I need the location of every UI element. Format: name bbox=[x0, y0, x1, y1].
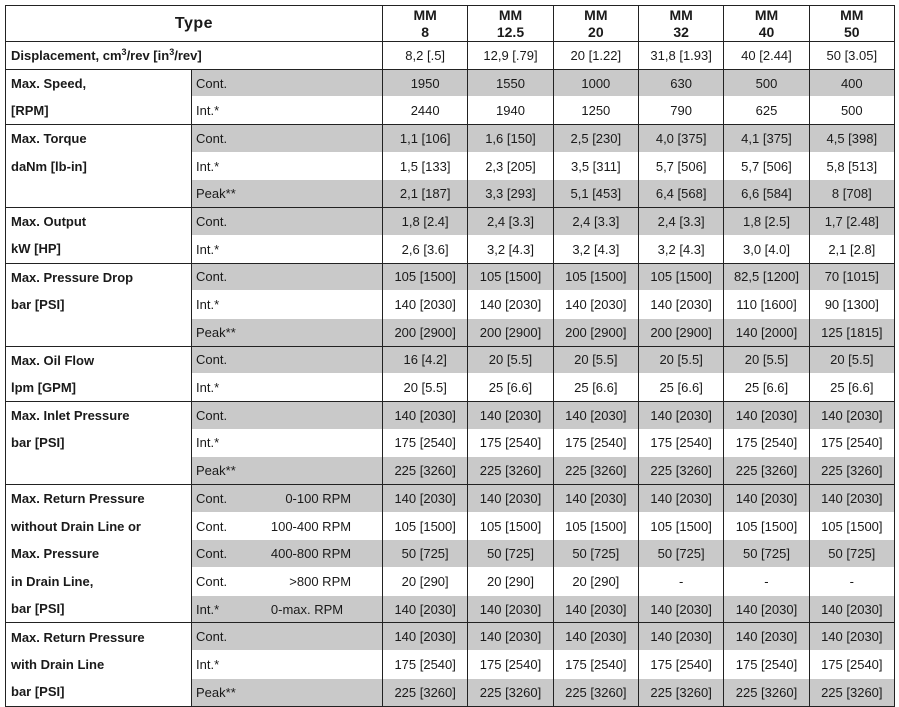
group-label-line: kW [HP] bbox=[6, 235, 192, 263]
table-cell: 2,1 [187] bbox=[383, 180, 468, 208]
spec-table-body bbox=[6, 42, 895, 707]
condition-type: Cont. bbox=[196, 518, 228, 534]
condition-type: Peak** bbox=[196, 684, 236, 700]
table-row bbox=[6, 318, 895, 346]
table-cell: 790 bbox=[638, 97, 723, 125]
model-series: MM bbox=[840, 6, 864, 23]
table-cell: 1550 bbox=[468, 69, 553, 97]
displacement-label-b: /rev [in bbox=[126, 47, 170, 63]
condition-label bbox=[192, 318, 383, 346]
table-cell: 630 bbox=[638, 69, 723, 97]
table-cell: 175 [2540] bbox=[809, 651, 894, 679]
table-cell: 1250 bbox=[553, 97, 638, 125]
table-cell: 105 [1500] bbox=[809, 512, 894, 540]
condition-label bbox=[192, 401, 383, 429]
group-label-line bbox=[6, 180, 192, 208]
condition-label bbox=[192, 595, 383, 623]
table-cell: 90 [1300] bbox=[809, 291, 894, 319]
table-cell: 1,5 [133] bbox=[383, 152, 468, 180]
condition-type: Cont. bbox=[196, 269, 228, 285]
table-cell: 50 [725] bbox=[724, 540, 809, 568]
table-cell: - bbox=[638, 568, 723, 596]
condition-label bbox=[192, 125, 383, 153]
table-cell: 5,7 [506] bbox=[638, 152, 723, 180]
model-series: MM bbox=[413, 6, 437, 23]
table-row bbox=[6, 623, 895, 651]
table-cell: 200 [2900] bbox=[383, 318, 468, 346]
table-row bbox=[6, 208, 895, 236]
group-label-line: bar [PSI] bbox=[6, 595, 192, 623]
table-cell: 105 [1500] bbox=[553, 263, 638, 291]
group-label-line: Max. Oil Flow bbox=[6, 346, 192, 374]
table-cell: - bbox=[809, 568, 894, 596]
table-cell: 8,2 [.5] bbox=[383, 42, 468, 70]
table-cell: 175 [2540] bbox=[553, 429, 638, 457]
table-row bbox=[6, 346, 895, 374]
table-cell: 200 [2900] bbox=[468, 318, 553, 346]
table-cell: 140 [2030] bbox=[383, 401, 468, 429]
table-row bbox=[6, 568, 895, 596]
model-series: MM bbox=[498, 6, 523, 23]
table-row bbox=[6, 678, 895, 706]
table-cell: 140 [2030] bbox=[468, 401, 553, 429]
table-cell: 225 [3260] bbox=[809, 457, 894, 485]
model-size: 20 bbox=[588, 23, 604, 40]
model-size: 50 bbox=[844, 23, 860, 40]
table-cell: 225 [3260] bbox=[468, 678, 553, 706]
table-cell: 140 [2030] bbox=[553, 595, 638, 623]
model-series: MM bbox=[754, 6, 779, 23]
condition-label bbox=[192, 678, 383, 706]
table-cell: 175 [2540] bbox=[553, 651, 638, 679]
table-cell: 105 [1500] bbox=[383, 263, 468, 291]
condition-label bbox=[192, 429, 383, 457]
table-row bbox=[6, 485, 895, 513]
condition-label bbox=[192, 485, 383, 513]
table-row bbox=[6, 512, 895, 540]
table-row bbox=[6, 291, 895, 319]
group-label-line: bar [PSI] bbox=[6, 678, 192, 706]
table-cell: 50 [725] bbox=[638, 540, 723, 568]
model-header bbox=[383, 6, 468, 42]
table-cell: 175 [2540] bbox=[383, 429, 468, 457]
model-header bbox=[553, 6, 638, 42]
condition-type: Int.* bbox=[196, 158, 220, 174]
condition-rpm-range: 0-100 RPM bbox=[285, 490, 352, 506]
superscript: 3 bbox=[121, 46, 127, 57]
table-cell: 140 [2030] bbox=[468, 623, 553, 651]
table-cell: 140 [2030] bbox=[468, 291, 553, 319]
table-cell: 3,3 [293] bbox=[468, 180, 553, 208]
condition-type: Peak** bbox=[196, 186, 236, 202]
table-row bbox=[6, 457, 895, 485]
table-cell: 50 [725] bbox=[468, 540, 553, 568]
table-row bbox=[6, 374, 895, 402]
table-cell: 140 [2030] bbox=[809, 485, 894, 513]
table-cell: 6,4 [568] bbox=[638, 180, 723, 208]
table-cell: 3,0 [4.0] bbox=[724, 235, 809, 263]
table-cell: 25 [6.6] bbox=[468, 374, 553, 402]
table-cell: 105 [1500] bbox=[468, 512, 553, 540]
model-size: 32 bbox=[673, 23, 689, 40]
table-cell: 500 bbox=[809, 97, 894, 125]
condition-label bbox=[192, 291, 383, 319]
table-cell: 140 [2030] bbox=[468, 595, 553, 623]
table-cell: 25 [6.6] bbox=[809, 374, 894, 402]
table-cell: 3,2 [4.3] bbox=[638, 235, 723, 263]
table-cell: 25 [6.6] bbox=[553, 374, 638, 402]
table-cell: 140 [2030] bbox=[553, 401, 638, 429]
table-cell: 225 [3260] bbox=[809, 678, 894, 706]
table-cell: 31,8 [1.93] bbox=[638, 42, 723, 70]
table-cell: 6,6 [584] bbox=[724, 180, 809, 208]
table-cell: 105 [1500] bbox=[724, 512, 809, 540]
table-cell: 25 [6.6] bbox=[724, 374, 809, 402]
table-cell: 175 [2540] bbox=[809, 429, 894, 457]
group-label-line bbox=[6, 318, 192, 346]
table-cell: 500 bbox=[724, 69, 809, 97]
header-row bbox=[6, 6, 895, 42]
table-cell: 140 [2030] bbox=[468, 485, 553, 513]
table-cell: 125 [1815] bbox=[809, 318, 894, 346]
table-cell: 20 [5.5] bbox=[383, 374, 468, 402]
displacement-label bbox=[6, 42, 383, 70]
condition-rpm-range: 0-max. RPM bbox=[270, 601, 344, 617]
condition-label bbox=[192, 180, 383, 208]
table-cell: 1,7 [2.48] bbox=[809, 208, 894, 236]
table-cell: 5,8 [513] bbox=[809, 152, 894, 180]
group-label-line: Max. Pressure Drop bbox=[6, 263, 192, 291]
table-cell: - bbox=[724, 568, 809, 596]
table-cell: 20 [5.5] bbox=[553, 346, 638, 374]
table-cell: 140 [2030] bbox=[638, 595, 723, 623]
table-cell: 105 [1500] bbox=[553, 512, 638, 540]
table-cell: 20 [290] bbox=[468, 568, 553, 596]
condition-label bbox=[192, 69, 383, 97]
table-cell: 50 [725] bbox=[553, 540, 638, 568]
table-cell: 105 [1500] bbox=[638, 263, 723, 291]
table-cell: 40 [2.44] bbox=[724, 42, 809, 70]
table-cell: 2,4 [3.3] bbox=[553, 208, 638, 236]
table-row bbox=[6, 263, 895, 291]
condition-type: Cont. bbox=[196, 213, 228, 229]
group-label-line bbox=[6, 457, 192, 485]
condition-type: Cont. bbox=[196, 629, 228, 645]
table-cell: 20 [290] bbox=[383, 568, 468, 596]
condition-type: Cont. bbox=[196, 573, 228, 589]
table-cell: 3,5 [311] bbox=[553, 152, 638, 180]
table-cell: 225 [3260] bbox=[724, 678, 809, 706]
table-cell: 200 [2900] bbox=[553, 318, 638, 346]
condition-label bbox=[192, 457, 383, 485]
table-cell: 20 [5.5] bbox=[638, 346, 723, 374]
table-cell: 225 [3260] bbox=[383, 457, 468, 485]
condition-label bbox=[192, 623, 383, 651]
condition-rpm-range: 100-400 RPM bbox=[270, 518, 352, 534]
condition-type: Peak** bbox=[196, 463, 236, 479]
condition-type: Int.* bbox=[196, 103, 220, 119]
table-cell: 2,1 [2.8] bbox=[809, 235, 894, 263]
table-cell: 625 bbox=[724, 97, 809, 125]
table-cell: 105 [1500] bbox=[638, 512, 723, 540]
condition-label bbox=[192, 152, 383, 180]
table-cell: 140 [2030] bbox=[383, 595, 468, 623]
group-label-line: lpm [GPM] bbox=[6, 374, 192, 402]
table-cell: 20 [1.22] bbox=[553, 42, 638, 70]
table-cell: 1,6 [150] bbox=[468, 125, 553, 153]
condition-type: Int.* bbox=[196, 435, 220, 451]
table-cell: 140 [2000] bbox=[724, 318, 809, 346]
table-cell: 50 [725] bbox=[809, 540, 894, 568]
table-cell: 140 [2030] bbox=[383, 485, 468, 513]
table-cell: 4,0 [375] bbox=[638, 125, 723, 153]
table-cell: 5,1 [453] bbox=[553, 180, 638, 208]
model-size: 8 bbox=[421, 23, 430, 40]
condition-label bbox=[192, 512, 383, 540]
condition-label bbox=[192, 97, 383, 125]
table-cell: 175 [2540] bbox=[724, 429, 809, 457]
table-row bbox=[6, 69, 895, 97]
condition-rpm-range: >800 RPM bbox=[289, 573, 352, 589]
table-cell: 225 [3260] bbox=[638, 678, 723, 706]
table-cell: 20 [290] bbox=[553, 568, 638, 596]
condition-label bbox=[192, 208, 383, 236]
table-cell: 175 [2540] bbox=[724, 651, 809, 679]
table-cell: 140 [2030] bbox=[809, 623, 894, 651]
group-label-line: Max. Pressure bbox=[6, 540, 192, 568]
condition-type: Cont. bbox=[196, 490, 228, 506]
table-cell: 2440 bbox=[383, 97, 468, 125]
condition-type: Cont. bbox=[196, 75, 228, 91]
table-cell: 105 [1500] bbox=[383, 512, 468, 540]
condition-label bbox=[192, 651, 383, 679]
group-label-line: Max. Speed, bbox=[6, 69, 192, 97]
condition-type: Int.* bbox=[196, 241, 220, 257]
model-header bbox=[724, 6, 809, 42]
group-label-line: without Drain Line or bbox=[6, 512, 192, 540]
condition-type: Int.* bbox=[196, 601, 220, 617]
table-cell: 2,5 [230] bbox=[553, 125, 638, 153]
model-header bbox=[638, 6, 723, 42]
group-label-line: bar [PSI] bbox=[6, 291, 192, 319]
table-cell: 1,8 [2.4] bbox=[383, 208, 468, 236]
table-cell: 140 [2030] bbox=[809, 595, 894, 623]
condition-label bbox=[192, 568, 383, 596]
condition-type: Int.* bbox=[196, 380, 220, 396]
table-cell: 2,3 [205] bbox=[468, 152, 553, 180]
group-label-line: bar [PSI] bbox=[6, 429, 192, 457]
table-cell: 225 [3260] bbox=[468, 457, 553, 485]
table-cell: 140 [2030] bbox=[638, 401, 723, 429]
table-row bbox=[6, 401, 895, 429]
table-cell: 12,9 [.79] bbox=[468, 42, 553, 70]
condition-label bbox=[192, 235, 383, 263]
group-label-line: Max. Return Pressure bbox=[6, 485, 192, 513]
group-label-line: Max. Torque bbox=[6, 125, 192, 153]
table-row bbox=[6, 429, 895, 457]
condition-rpm-range: 400-800 RPM bbox=[270, 546, 352, 562]
table-cell: 50 [3.05] bbox=[809, 42, 894, 70]
table-cell: 16 [4.2] bbox=[383, 346, 468, 374]
table-cell: 175 [2540] bbox=[383, 651, 468, 679]
group-label-line: Max. Return Pressure bbox=[6, 623, 192, 651]
table-cell: 225 [3260] bbox=[638, 457, 723, 485]
table-cell: 140 [2030] bbox=[383, 291, 468, 319]
table-cell: 3,2 [4.3] bbox=[553, 235, 638, 263]
displacement-label-a: Displacement, cm bbox=[11, 47, 122, 63]
table-cell: 1000 bbox=[553, 69, 638, 97]
condition-label bbox=[192, 374, 383, 402]
table-cell: 1940 bbox=[468, 97, 553, 125]
table-cell: 175 [2540] bbox=[468, 429, 553, 457]
condition-type: Int.* bbox=[196, 656, 220, 672]
group-label-line: in Drain Line, bbox=[6, 568, 192, 596]
table-cell: 140 [2030] bbox=[638, 623, 723, 651]
table-cell: 4,5 [398] bbox=[809, 125, 894, 153]
table-row bbox=[6, 235, 895, 263]
model-series: MM bbox=[584, 6, 608, 23]
model-size: 40 bbox=[758, 23, 775, 40]
table-cell: 175 [2540] bbox=[468, 651, 553, 679]
table-cell: 1,1 [106] bbox=[383, 125, 468, 153]
type-header: Type bbox=[6, 6, 383, 42]
spec-table bbox=[5, 5, 895, 707]
condition-type: Peak** bbox=[196, 324, 236, 340]
condition-type: Cont. bbox=[196, 352, 228, 368]
table-cell: 225 [3260] bbox=[553, 678, 638, 706]
table-cell: 140 [2030] bbox=[638, 291, 723, 319]
table-cell: 140 [2030] bbox=[724, 485, 809, 513]
table-cell: 110 [1600] bbox=[724, 291, 809, 319]
table-cell: 50 [725] bbox=[383, 540, 468, 568]
table-cell: 25 [6.6] bbox=[638, 374, 723, 402]
model-size: 12.5 bbox=[496, 23, 525, 40]
table-cell: 140 [2030] bbox=[553, 291, 638, 319]
group-label-line: daNm [lb-in] bbox=[6, 152, 192, 180]
condition-type: Cont. bbox=[196, 130, 228, 146]
condition-label bbox=[192, 346, 383, 374]
table-row bbox=[6, 540, 895, 568]
table-cell: 2,4 [3.3] bbox=[638, 208, 723, 236]
table-cell: 105 [1500] bbox=[468, 263, 553, 291]
condition-type: Cont. bbox=[196, 546, 228, 562]
table-cell: 225 [3260] bbox=[383, 678, 468, 706]
table-cell: 4,1 [375] bbox=[724, 125, 809, 153]
condition-label bbox=[192, 263, 383, 291]
table-cell: 1950 bbox=[383, 69, 468, 97]
table-row bbox=[6, 97, 895, 125]
table-cell: 2,4 [3.3] bbox=[468, 208, 553, 236]
table-cell: 140 [2030] bbox=[724, 623, 809, 651]
table-cell: 225 [3260] bbox=[553, 457, 638, 485]
group-label-line: [RPM] bbox=[6, 97, 192, 125]
table-cell: 20 [5.5] bbox=[809, 346, 894, 374]
table-cell: 8 [708] bbox=[809, 180, 894, 208]
table-row bbox=[6, 595, 895, 623]
table-cell: 70 [1015] bbox=[809, 263, 894, 291]
table-row bbox=[6, 152, 895, 180]
table-row bbox=[6, 125, 895, 153]
table-cell: 140 [2030] bbox=[724, 595, 809, 623]
displacement-label-c: /rev] bbox=[174, 47, 202, 63]
model-series: MM bbox=[669, 6, 693, 23]
table-cell: 3,2 [4.3] bbox=[468, 235, 553, 263]
table-row bbox=[6, 651, 895, 679]
table-cell: 5,7 [506] bbox=[724, 152, 809, 180]
table-cell: 20 [5.5] bbox=[468, 346, 553, 374]
condition-label bbox=[192, 540, 383, 568]
table-cell: 140 [2030] bbox=[809, 401, 894, 429]
table-cell: 140 [2030] bbox=[553, 485, 638, 513]
table-cell: 225 [3260] bbox=[724, 457, 809, 485]
table-cell: 200 [2900] bbox=[638, 318, 723, 346]
table-cell: 175 [2540] bbox=[638, 429, 723, 457]
table-cell: 2,6 [3.6] bbox=[383, 235, 468, 263]
table-cell: 140 [2030] bbox=[724, 401, 809, 429]
model-header bbox=[809, 6, 894, 42]
condition-type: Cont. bbox=[196, 407, 228, 423]
table-cell: 82,5 [1200] bbox=[724, 263, 809, 291]
displacement-row bbox=[6, 42, 895, 70]
group-label-line: Max. Output bbox=[6, 208, 192, 236]
table-row bbox=[6, 180, 895, 208]
table-cell: 140 [2030] bbox=[383, 623, 468, 651]
model-header bbox=[468, 6, 553, 42]
table-cell: 175 [2540] bbox=[638, 651, 723, 679]
group-label-line: with Drain Line bbox=[6, 651, 192, 679]
condition-type: Int.* bbox=[196, 297, 220, 313]
table-cell: 140 [2030] bbox=[638, 485, 723, 513]
table-cell: 400 bbox=[809, 69, 894, 97]
group-label-line: Max. Inlet Pressure bbox=[6, 401, 192, 429]
table-cell: 1,8 [2.5] bbox=[724, 208, 809, 236]
table-cell: 140 [2030] bbox=[553, 623, 638, 651]
table-cell: 20 [5.5] bbox=[724, 346, 809, 374]
superscript: 3 bbox=[169, 46, 175, 57]
